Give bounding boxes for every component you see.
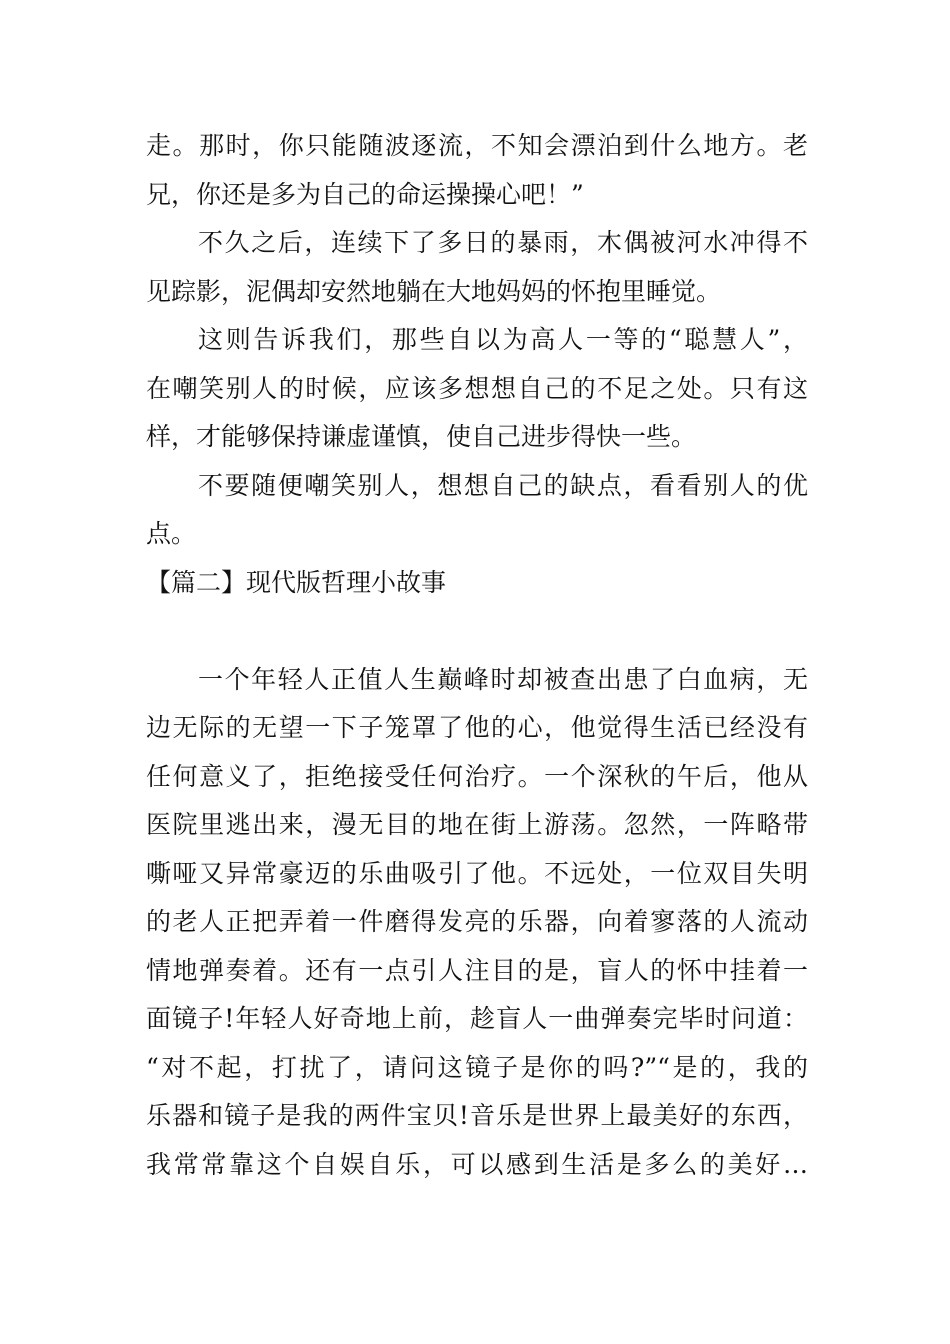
text-line: 这则告诉我们，那些自以为高人一等的“聪慧人”， bbox=[198, 325, 808, 354]
paragraph bbox=[146, 462, 808, 559]
text-line: 情地弹奏着。还有一点引人注目的是，盲人的怀中挂着一 bbox=[146, 955, 808, 985]
text-line: 嘶哑又异常豪迈的乐曲吸引了他。不远处，一位双目失明 bbox=[146, 858, 808, 888]
text-line: 样，才能够保持谦虚谨慎，使自己进步得快一些。 bbox=[146, 422, 697, 451]
text-line: 一个年轻人正值人生巅峰时却被查出患了白血病，无 bbox=[198, 664, 808, 694]
text-line: 的老人正把弄着一件磨得发亮的乐器，向着寥落的人流动 bbox=[146, 907, 808, 936]
paragraph bbox=[146, 122, 808, 219]
section-heading: 【篇二】现代版哲理小故事 bbox=[146, 567, 447, 597]
paragraph bbox=[146, 316, 808, 462]
paragraph bbox=[146, 656, 808, 1190]
text-line: 任何意义了，拒绝接受任何治疗。一个深秋的午后，他从 bbox=[146, 761, 808, 791]
blank-line bbox=[146, 607, 808, 656]
text-line: 医院里逃出来，漫无目的地在街上游荡。忽然，一阵略带 bbox=[146, 810, 808, 839]
text-line: 见踪影，泥偶却安然地躺在大地妈妈的怀抱里睡觉。 bbox=[146, 276, 722, 306]
text-line: 边无际的无望一下子笼罩了他的心，他觉得生活已经没有 bbox=[146, 713, 808, 742]
text-line: 兄，你还是多为自己的命运操操心吧！” bbox=[146, 179, 584, 209]
text-line: 乐器和镜子是我的两件宝贝!音乐是世界上最美好的东西， bbox=[146, 1101, 808, 1130]
paragraph bbox=[146, 219, 808, 316]
text-line: 在嘲笑别人的时候，应该多想想自己的不足之处。只有这 bbox=[146, 373, 808, 403]
text-line: 走。那时，你只能随波逐流，不知会漂泊到什么地方。老 bbox=[146, 131, 808, 160]
text-line: 不久之后，连续下了多日的暴雨，木偶被河水冲得不 bbox=[198, 228, 808, 257]
text-line: 点。 bbox=[146, 519, 197, 548]
document-page bbox=[146, 122, 808, 1189]
text-line: “对不起，打扰了，请问这镜子是你的吗?”“是的，我的 bbox=[146, 1052, 808, 1082]
text-line: 面镜子!年轻人好奇地上前，趁盲人一曲弹奏完毕时问道： bbox=[146, 1004, 808, 1033]
text-line: 我常常靠这个自娱自乐，可以感到生活是多么的美好… bbox=[146, 1149, 808, 1179]
text-line: 不要随便嘲笑别人，想想自己的缺点，看看别人的优 bbox=[198, 470, 808, 500]
